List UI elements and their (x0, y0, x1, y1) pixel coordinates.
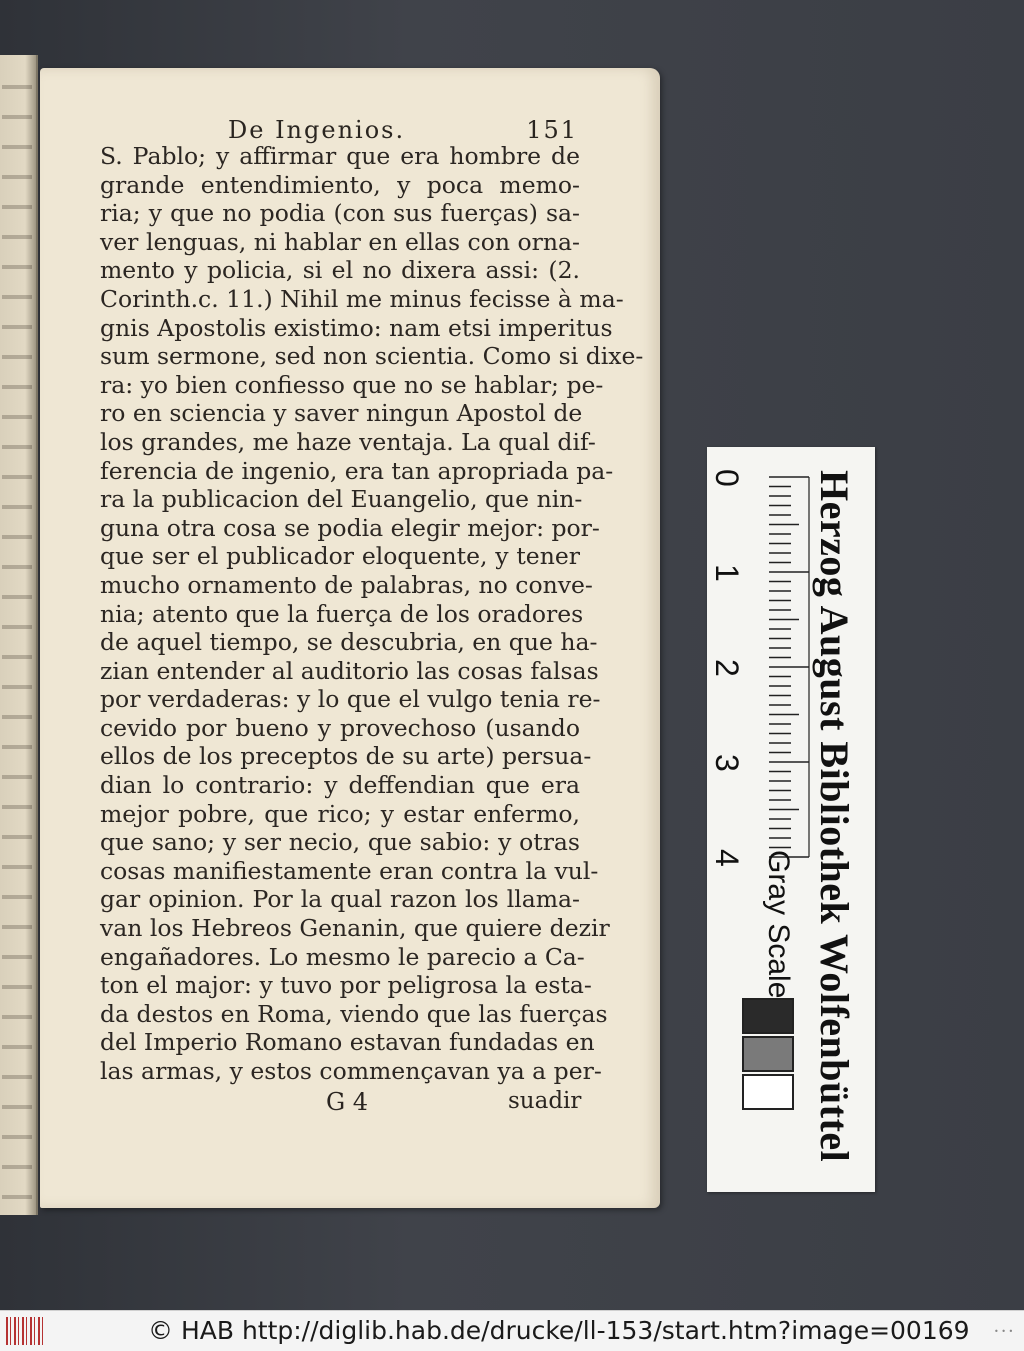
text-line: ver lenguas, ni hablar en ellas con orna- (100, 227, 580, 256)
ruler-number: 0 (709, 469, 745, 487)
text-line: guna otra cosa se podia elegir mejor: por- (100, 513, 600, 542)
text-line: los grandes, me haze ventaja. La qual dif- (100, 427, 596, 456)
ruler-number: 4 (709, 849, 745, 867)
text-line: ferencia de ingenio, era tan apropriada pa- (100, 456, 614, 485)
text-line: ellos de los preceptos de su arte) persua- (100, 742, 592, 771)
text-line: que ser el publicador eloquente, y tener (100, 542, 580, 571)
ruler-number: 2 (709, 659, 745, 677)
text-line: engañadores. Lo mesmo le parecio a Ca- (100, 942, 585, 971)
text-line: gar opinion. Por la qual razon los llama- (100, 885, 580, 914)
text-line: las armas, y estos commençavan ya a per- (100, 1057, 602, 1085)
running-head-title: De Ingenios. (228, 116, 406, 144)
text-line: ria; y que no podia (con sus fuerças) sa- (100, 199, 580, 228)
text-line: mucho ornamento de palabras, no conve- (100, 570, 593, 599)
footer-bar (0, 1310, 1024, 1351)
text-line: zian entender al auditorio las cosas falsas (100, 656, 599, 685)
text-line: cosas manifiestamente eran contra la vul- (100, 856, 599, 885)
page-number: 151 (526, 116, 578, 144)
text-line: que sano; y ser necio, que sabio: y otras (100, 828, 580, 857)
page-text (100, 142, 644, 1086)
previous-page-text-fragments (2, 65, 32, 1205)
grayscale-label: Gray Scale (762, 850, 795, 999)
catchword: suadir (508, 1088, 582, 1114)
institution-name: Herzog August Bibliothek Wolfenbüttel (812, 470, 857, 1163)
ruler-number: 3 (709, 754, 745, 772)
text-line: Corinth.c. 11.) Nihil me minus fecisse à ma- (100, 284, 624, 313)
footer-dots: • • • (994, 1327, 1014, 1336)
text-line: da destos en Roma, viendo que las fuerças (100, 999, 608, 1028)
hab-barcode-logo-icon (6, 1317, 46, 1345)
footer-credit-link[interactable]: © HAB http://diglib.hab.de/drucke/ll-153/start.htm?image=00169 (148, 1316, 970, 1345)
text-line: sum sermone, sed non scientia. Como si dixe- (100, 342, 644, 371)
text-line: mejor pobre, que rico; y estar enfermo, (100, 799, 580, 828)
text-line: dian lo contrario: y deffendian que era (100, 771, 580, 800)
gray-swatch (742, 1036, 794, 1072)
gray-swatch (742, 998, 794, 1034)
text-line: nia; atento que la fuerça de los oradores (100, 599, 584, 628)
previous-page-edge (0, 55, 38, 1215)
running-head (228, 116, 578, 144)
signature-mark: G 4 (326, 1088, 369, 1116)
text-line: ton el major: y tuvo por peligrosa la esta- (100, 971, 592, 1000)
text-line: por verdaderas: y lo que el vulgo tenia re- (100, 685, 601, 714)
text-line: ra la publicacion del Euangelio, que nin- (100, 485, 583, 514)
text-line: grande entendimiento, y poca memo- (100, 170, 580, 199)
text-line: cevido por bueno y provechoso (usando (100, 713, 580, 742)
text-line: S. Pablo; y affirmar que era hombre de (100, 142, 580, 170)
text-line: ro en sciencia y saver ningun Apostol de (100, 399, 583, 428)
ruler-number: 1 (709, 564, 745, 582)
text-line: de aquel tiempo, se descubria, en que ha- (100, 628, 598, 657)
text-line: gnis Apostolis existimo: nam etsi imperitus (100, 313, 613, 342)
text-line: del Imperio Romano estavan fundadas en (100, 1028, 595, 1057)
text-line: ra: yo bien confiesso que no se hablar; pe- (100, 370, 604, 399)
gray-swatch (742, 1074, 794, 1110)
text-line: van los Hebreos Genanin, que quiere dezir (100, 914, 610, 943)
text-line: mento y policia, si el no dixera assi: (2. (100, 256, 580, 285)
